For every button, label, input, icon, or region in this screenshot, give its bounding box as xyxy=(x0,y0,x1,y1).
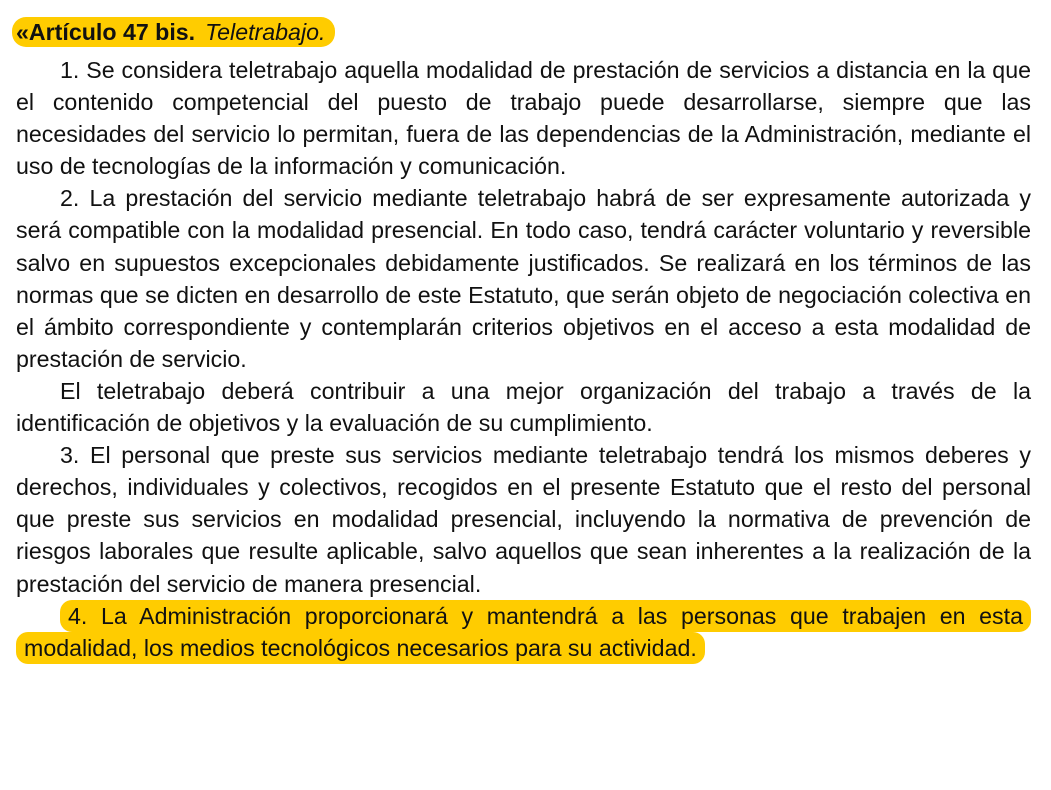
article-number: Artículo 47 bis. xyxy=(28,19,196,45)
paragraph-4-highlight: 4. La Administración proporcionará y mantendrá a las personas que trabajen en esta modalidad, los medios tecnológicos necesarios para su actividad. xyxy=(16,600,1031,664)
article-heading xyxy=(16,14,1031,50)
article-title: Teletrabajo. xyxy=(205,19,326,45)
opening-quote: « xyxy=(16,19,29,45)
paragraph-3: 3. El personal que preste sus servicios mediante teletrabajo tendrá los mismos deberes y derechos, individuales y colectivos, recogidos en el presente Estatuto que el resto del personal que preste sus servicios en modalidad presencial, incluyendo la normativa de prevención de riesgos laborales que resulte aplicable, salvo aquellos que sean inherentes a la realización de la prestación del servicio de manera presencial. xyxy=(16,442,1031,597)
document-body xyxy=(16,14,1031,664)
paragraph-2: 2. La prestación del servicio mediante teletrabajo habrá de ser expresamente autorizada y será compatible con la modalidad presencial. En todo caso, tendrá carácter voluntario y reversible salvo en supuestos excepcionales debidamente justificados. Se realizará en los términos de las normas que se dicten en desarrollo de este Estatuto, que serán objeto de negociación colectiva en el ámbito correspondiente y contemplarán criterios objetivos en el acceso a esta modalidad de prestación de servicio. xyxy=(16,185,1031,372)
heading-highlight xyxy=(12,17,335,47)
paragraph-2-continuation: El teletrabajo deberá contribuir a una mejor organización del trabajo a través de la identificación de objetivos y la evaluación de su cumplimiento. xyxy=(16,377,1031,437)
paragraph-4 xyxy=(16,600,1031,664)
paragraph-1: 1. Se considera teletrabajo aquella modalidad de prestación de servicios a distancia en la que el contenido competencial del puesto de trabajo puede desarrollarse, siempre que las necesidades del servicio lo permitan, fuera de las dependencias de la Administración, mediante el uso de tecnologías de la información y comunicación. xyxy=(16,57,1031,180)
